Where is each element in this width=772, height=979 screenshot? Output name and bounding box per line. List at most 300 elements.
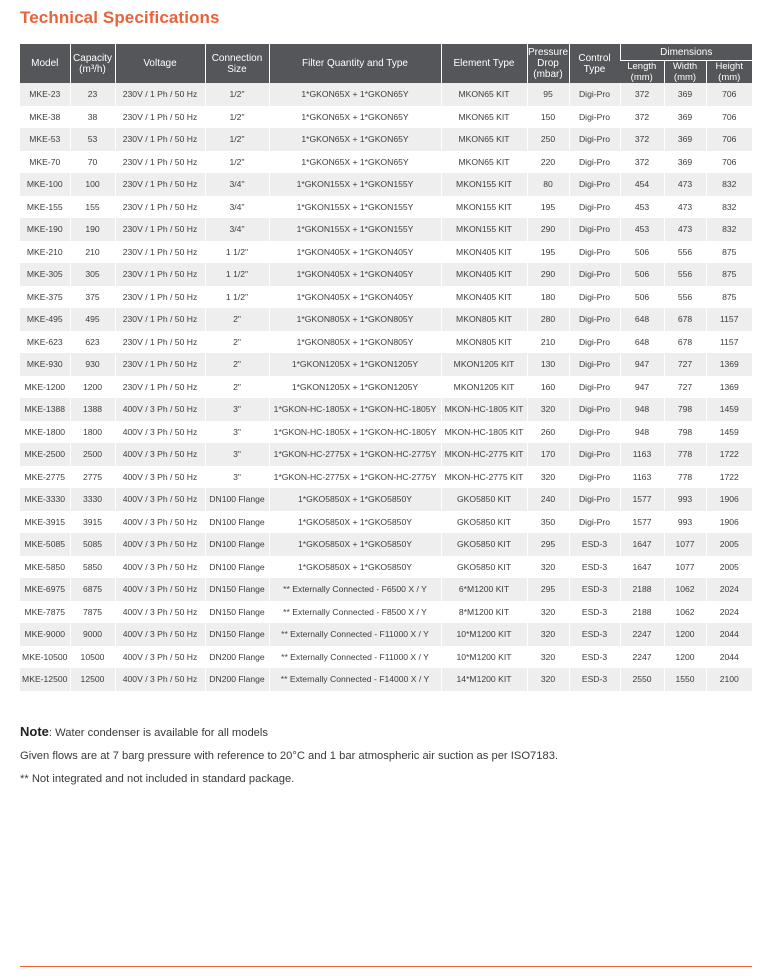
cell-height: 832 bbox=[706, 218, 752, 241]
cell-voltage: 400V / 3 Ph / 50 Hz bbox=[115, 488, 205, 511]
cell-element-type: 10*M1200 KIT bbox=[441, 646, 527, 669]
cell-pressure-drop: 220 bbox=[527, 151, 569, 174]
header-model: Model bbox=[20, 44, 70, 83]
table-row bbox=[20, 578, 752, 601]
cell-connection-size: 3" bbox=[205, 421, 269, 444]
table-row bbox=[20, 353, 752, 376]
cell-pressure-drop: 180 bbox=[527, 286, 569, 309]
cell-length: 506 bbox=[620, 263, 664, 286]
cell-connection-size: 1 1/2" bbox=[205, 263, 269, 286]
cell-voltage: 230V / 1 Ph / 50 Hz bbox=[115, 263, 205, 286]
cell-voltage: 400V / 3 Ph / 50 Hz bbox=[115, 398, 205, 421]
cell-control-type: ESD-3 bbox=[569, 646, 620, 669]
cell-model: MKE-190 bbox=[20, 218, 70, 241]
cell-length: 453 bbox=[620, 196, 664, 219]
cell-voltage: 400V / 3 Ph / 50 Hz bbox=[115, 421, 205, 444]
cell-width: 1077 bbox=[664, 556, 706, 579]
header-dimensions: Dimensions bbox=[620, 44, 752, 61]
cell-connection-size: DN100 Flange bbox=[205, 533, 269, 556]
cell-width: 369 bbox=[664, 151, 706, 174]
cell-height: 2044 bbox=[706, 646, 752, 669]
cell-filter: 1*GKON-HC-2775X + 1*GKON-HC-2775Y bbox=[269, 466, 441, 489]
cell-length: 948 bbox=[620, 421, 664, 444]
header-height: Height (mm) bbox=[706, 61, 752, 84]
cell-filter: 1*GKON65X + 1*GKON65Y bbox=[269, 106, 441, 129]
cell-capacity: 100 bbox=[70, 173, 115, 196]
cell-element-type: MKON65 KIT bbox=[441, 106, 527, 129]
cell-height: 2100 bbox=[706, 668, 752, 691]
table-row bbox=[20, 241, 752, 264]
cell-control-type: Digi-Pro bbox=[569, 353, 620, 376]
cell-height: 832 bbox=[706, 196, 752, 219]
cell-element-type: 6*M1200 KIT bbox=[441, 578, 527, 601]
cell-length: 2247 bbox=[620, 646, 664, 669]
cell-length: 372 bbox=[620, 128, 664, 151]
cell-capacity: 9000 bbox=[70, 623, 115, 646]
cell-pressure-drop: 80 bbox=[527, 173, 569, 196]
cell-control-type: ESD-3 bbox=[569, 668, 620, 691]
cell-length: 947 bbox=[620, 376, 664, 399]
cell-pressure-drop: 320 bbox=[527, 398, 569, 421]
cell-element-type: MKON-HC-2775 KIT bbox=[441, 466, 527, 489]
cell-length: 648 bbox=[620, 331, 664, 354]
cell-width: 778 bbox=[664, 466, 706, 489]
cell-element-type: 8*M1200 KIT bbox=[441, 601, 527, 624]
cell-element-type: 14*M1200 KIT bbox=[441, 668, 527, 691]
table-row bbox=[20, 196, 752, 219]
cell-pressure-drop: 320 bbox=[527, 601, 569, 624]
cell-capacity: 210 bbox=[70, 241, 115, 264]
header-filter: Filter Quantity and Type bbox=[269, 44, 441, 83]
cell-length: 506 bbox=[620, 241, 664, 264]
cell-element-type: MKON805 KIT bbox=[441, 308, 527, 331]
cell-model: MKE-100 bbox=[20, 173, 70, 196]
cell-voltage: 230V / 1 Ph / 50 Hz bbox=[115, 106, 205, 129]
cell-length: 453 bbox=[620, 218, 664, 241]
cell-control-type: Digi-Pro bbox=[569, 466, 620, 489]
cell-pressure-drop: 250 bbox=[527, 128, 569, 151]
table-row bbox=[20, 601, 752, 624]
cell-capacity: 2775 bbox=[70, 466, 115, 489]
cell-element-type: MKON405 KIT bbox=[441, 286, 527, 309]
cell-element-type: MKON405 KIT bbox=[441, 263, 527, 286]
cell-element-type: MKON805 KIT bbox=[441, 331, 527, 354]
table-row bbox=[20, 421, 752, 444]
cell-model: MKE-6975 bbox=[20, 578, 70, 601]
cell-model: MKE-5085 bbox=[20, 533, 70, 556]
cell-width: 798 bbox=[664, 421, 706, 444]
cell-element-type: MKON1205 KIT bbox=[441, 376, 527, 399]
header-capacity: Capacity (m³/h) bbox=[70, 44, 115, 83]
cell-height: 832 bbox=[706, 173, 752, 196]
cell-voltage: 230V / 1 Ph / 50 Hz bbox=[115, 128, 205, 151]
cell-element-type: MKON155 KIT bbox=[441, 173, 527, 196]
cell-model: MKE-2775 bbox=[20, 466, 70, 489]
cell-width: 1200 bbox=[664, 646, 706, 669]
cell-element-type: GKO5850 KIT bbox=[441, 533, 527, 556]
header-element-type: Element Type bbox=[441, 44, 527, 83]
cell-model: MKE-53 bbox=[20, 128, 70, 151]
cell-model: MKE-38 bbox=[20, 106, 70, 129]
cell-control-type: Digi-Pro bbox=[569, 488, 620, 511]
cell-model: MKE-70 bbox=[20, 151, 70, 174]
cell-element-type: MKON-HC-1805 KIT bbox=[441, 398, 527, 421]
cell-width: 798 bbox=[664, 398, 706, 421]
spec-table-body bbox=[20, 83, 752, 691]
cell-control-type: Digi-Pro bbox=[569, 218, 620, 241]
cell-control-type: Digi-Pro bbox=[569, 106, 620, 129]
cell-filter: 1*GKO5850X + 1*GKO5850Y bbox=[269, 511, 441, 534]
cell-voltage: 400V / 3 Ph / 50 Hz bbox=[115, 668, 205, 691]
cell-capacity: 1200 bbox=[70, 376, 115, 399]
table-row bbox=[20, 533, 752, 556]
cell-height: 1459 bbox=[706, 421, 752, 444]
cell-control-type: ESD-3 bbox=[569, 578, 620, 601]
header-control-type: Control Type bbox=[569, 44, 620, 83]
cell-pressure-drop: 170 bbox=[527, 443, 569, 466]
cell-width: 473 bbox=[664, 196, 706, 219]
page-title: Technical Specifications bbox=[20, 8, 220, 27]
cell-model: MKE-5850 bbox=[20, 556, 70, 579]
cell-length: 1647 bbox=[620, 556, 664, 579]
cell-length: 454 bbox=[620, 173, 664, 196]
cell-model: MKE-1800 bbox=[20, 421, 70, 444]
cell-model: MKE-10500 bbox=[20, 646, 70, 669]
cell-length: 1163 bbox=[620, 443, 664, 466]
cell-pressure-drop: 320 bbox=[527, 623, 569, 646]
cell-height: 875 bbox=[706, 241, 752, 264]
cell-connection-size: 3" bbox=[205, 466, 269, 489]
cell-connection-size: 3" bbox=[205, 398, 269, 421]
cell-capacity: 2500 bbox=[70, 443, 115, 466]
cell-model: MKE-3915 bbox=[20, 511, 70, 534]
notes-section bbox=[20, 720, 752, 791]
cell-filter: 1*GKON805X + 1*GKON805Y bbox=[269, 331, 441, 354]
table-row bbox=[20, 128, 752, 151]
cell-voltage: 230V / 1 Ph / 50 Hz bbox=[115, 286, 205, 309]
table-row bbox=[20, 173, 752, 196]
cell-length: 2247 bbox=[620, 623, 664, 646]
table-row bbox=[20, 668, 752, 691]
table-row bbox=[20, 106, 752, 129]
spec-table bbox=[20, 44, 752, 691]
cell-capacity: 3330 bbox=[70, 488, 115, 511]
cell-capacity: 5850 bbox=[70, 556, 115, 579]
cell-control-type: Digi-Pro bbox=[569, 443, 620, 466]
cell-element-type: MKON405 KIT bbox=[441, 241, 527, 264]
cell-filter: 1*GKON-HC-2775X + 1*GKON-HC-2775Y bbox=[269, 443, 441, 466]
cell-element-type: 10*M1200 KIT bbox=[441, 623, 527, 646]
cell-filter: 1*GKO5850X + 1*GKO5850Y bbox=[269, 556, 441, 579]
cell-voltage: 400V / 3 Ph / 50 Hz bbox=[115, 623, 205, 646]
cell-connection-size: 1/2" bbox=[205, 106, 269, 129]
cell-connection-size: DN100 Flange bbox=[205, 556, 269, 579]
cell-model: MKE-12500 bbox=[20, 668, 70, 691]
table-row bbox=[20, 331, 752, 354]
cell-width: 369 bbox=[664, 106, 706, 129]
header-pressure-drop: Pressure Drop (mbar) bbox=[527, 44, 569, 83]
cell-width: 1062 bbox=[664, 578, 706, 601]
cell-model: MKE-9000 bbox=[20, 623, 70, 646]
cell-width: 1200 bbox=[664, 623, 706, 646]
cell-element-type: GKO5850 KIT bbox=[441, 511, 527, 534]
cell-height: 2044 bbox=[706, 623, 752, 646]
cell-capacity: 1800 bbox=[70, 421, 115, 444]
cell-voltage: 400V / 3 Ph / 50 Hz bbox=[115, 556, 205, 579]
cell-pressure-drop: 95 bbox=[527, 83, 569, 106]
cell-height: 875 bbox=[706, 263, 752, 286]
cell-connection-size: DN200 Flange bbox=[205, 668, 269, 691]
header-connection-size: Connection Size bbox=[205, 44, 269, 83]
table-row bbox=[20, 443, 752, 466]
table-row bbox=[20, 308, 752, 331]
cell-voltage: 400V / 3 Ph / 50 Hz bbox=[115, 646, 205, 669]
cell-capacity: 3915 bbox=[70, 511, 115, 534]
header-length: Length (mm) bbox=[620, 61, 664, 84]
cell-pressure-drop: 240 bbox=[527, 488, 569, 511]
cell-width: 556 bbox=[664, 286, 706, 309]
cell-height: 706 bbox=[706, 128, 752, 151]
cell-filter: 1*GKON805X + 1*GKON805Y bbox=[269, 308, 441, 331]
cell-height: 1906 bbox=[706, 511, 752, 534]
cell-width: 727 bbox=[664, 376, 706, 399]
cell-connection-size: 2" bbox=[205, 353, 269, 376]
cell-length: 372 bbox=[620, 83, 664, 106]
cell-filter: 1*GKON-HC-1805X + 1*GKON-HC-1805Y bbox=[269, 421, 441, 444]
cell-length: 947 bbox=[620, 353, 664, 376]
cell-control-type: Digi-Pro bbox=[569, 151, 620, 174]
cell-length: 1647 bbox=[620, 533, 664, 556]
cell-control-type: ESD-3 bbox=[569, 556, 620, 579]
cell-height: 875 bbox=[706, 286, 752, 309]
cell-connection-size: DN200 Flange bbox=[205, 646, 269, 669]
cell-pressure-drop: 210 bbox=[527, 331, 569, 354]
note-line-3: ** Not integrated and not included in standard package. bbox=[20, 773, 295, 785]
cell-filter: ** Externally Connected - F11000 X / Y bbox=[269, 646, 441, 669]
cell-voltage: 230V / 1 Ph / 50 Hz bbox=[115, 241, 205, 264]
cell-capacity: 12500 bbox=[70, 668, 115, 691]
cell-width: 473 bbox=[664, 218, 706, 241]
cell-filter: 1*GKON1205X + 1*GKON1205Y bbox=[269, 376, 441, 399]
cell-width: 678 bbox=[664, 308, 706, 331]
cell-connection-size: 3/4" bbox=[205, 173, 269, 196]
cell-length: 372 bbox=[620, 106, 664, 129]
cell-model: MKE-3330 bbox=[20, 488, 70, 511]
table-row bbox=[20, 376, 752, 399]
cell-capacity: 10500 bbox=[70, 646, 115, 669]
cell-voltage: 400V / 3 Ph / 50 Hz bbox=[115, 578, 205, 601]
cell-connection-size: 1/2" bbox=[205, 151, 269, 174]
cell-element-type: MKON1205 KIT bbox=[441, 353, 527, 376]
cell-model: MKE-623 bbox=[20, 331, 70, 354]
cell-model: MKE-23 bbox=[20, 83, 70, 106]
cell-control-type: Digi-Pro bbox=[569, 286, 620, 309]
cell-voltage: 230V / 1 Ph / 50 Hz bbox=[115, 331, 205, 354]
cell-control-type: Digi-Pro bbox=[569, 331, 620, 354]
cell-voltage: 400V / 3 Ph / 50 Hz bbox=[115, 533, 205, 556]
cell-filter: 1*GKON65X + 1*GKON65Y bbox=[269, 151, 441, 174]
cell-control-type: Digi-Pro bbox=[569, 376, 620, 399]
cell-width: 369 bbox=[664, 128, 706, 151]
cell-connection-size: 1/2" bbox=[205, 83, 269, 106]
cell-height: 1459 bbox=[706, 398, 752, 421]
cell-control-type: Digi-Pro bbox=[569, 173, 620, 196]
cell-model: MKE-1200 bbox=[20, 376, 70, 399]
cell-capacity: 155 bbox=[70, 196, 115, 219]
cell-pressure-drop: 260 bbox=[527, 421, 569, 444]
cell-width: 1077 bbox=[664, 533, 706, 556]
cell-width: 369 bbox=[664, 83, 706, 106]
cell-connection-size: 3/4" bbox=[205, 218, 269, 241]
cell-element-type: MKON-HC-1805 KIT bbox=[441, 421, 527, 444]
cell-connection-size: 3" bbox=[205, 443, 269, 466]
cell-pressure-drop: 160 bbox=[527, 376, 569, 399]
table-row bbox=[20, 218, 752, 241]
cell-length: 2550 bbox=[620, 668, 664, 691]
cell-height: 1906 bbox=[706, 488, 752, 511]
cell-model: MKE-305 bbox=[20, 263, 70, 286]
cell-model: MKE-1388 bbox=[20, 398, 70, 421]
cell-pressure-drop: 130 bbox=[527, 353, 569, 376]
cell-height: 1157 bbox=[706, 308, 752, 331]
table-row bbox=[20, 623, 752, 646]
cell-pressure-drop: 290 bbox=[527, 263, 569, 286]
cell-length: 648 bbox=[620, 308, 664, 331]
cell-control-type: Digi-Pro bbox=[569, 263, 620, 286]
cell-capacity: 7875 bbox=[70, 601, 115, 624]
cell-element-type: MKON155 KIT bbox=[441, 196, 527, 219]
cell-width: 778 bbox=[664, 443, 706, 466]
cell-voltage: 230V / 1 Ph / 50 Hz bbox=[115, 308, 205, 331]
cell-control-type: ESD-3 bbox=[569, 601, 620, 624]
cell-voltage: 230V / 1 Ph / 50 Hz bbox=[115, 151, 205, 174]
cell-capacity: 305 bbox=[70, 263, 115, 286]
cell-filter: 1*GKON155X + 1*GKON155Y bbox=[269, 196, 441, 219]
cell-capacity: 70 bbox=[70, 151, 115, 174]
cell-height: 2024 bbox=[706, 601, 752, 624]
cell-length: 506 bbox=[620, 286, 664, 309]
cell-length: 1163 bbox=[620, 466, 664, 489]
cell-control-type: Digi-Pro bbox=[569, 196, 620, 219]
cell-length: 372 bbox=[620, 151, 664, 174]
cell-element-type: MKON65 KIT bbox=[441, 151, 527, 174]
cell-connection-size: DN100 Flange bbox=[205, 511, 269, 534]
cell-filter: 1*GKON65X + 1*GKON65Y bbox=[269, 83, 441, 106]
cell-voltage: 400V / 3 Ph / 50 Hz bbox=[115, 511, 205, 534]
cell-pressure-drop: 320 bbox=[527, 556, 569, 579]
cell-width: 993 bbox=[664, 511, 706, 534]
cell-pressure-drop: 295 bbox=[527, 533, 569, 556]
cell-filter: ** Externally Connected - F11000 X / Y bbox=[269, 623, 441, 646]
cell-control-type: ESD-3 bbox=[569, 623, 620, 646]
cell-connection-size: DN150 Flange bbox=[205, 578, 269, 601]
table-row bbox=[20, 466, 752, 489]
cell-element-type: GKO5850 KIT bbox=[441, 556, 527, 579]
table-row bbox=[20, 286, 752, 309]
cell-voltage: 230V / 1 Ph / 50 Hz bbox=[115, 196, 205, 219]
cell-voltage: 400V / 3 Ph / 50 Hz bbox=[115, 601, 205, 624]
cell-height: 1722 bbox=[706, 466, 752, 489]
cell-length: 948 bbox=[620, 398, 664, 421]
cell-filter: 1*GKON405X + 1*GKON405Y bbox=[269, 286, 441, 309]
cell-model: MKE-210 bbox=[20, 241, 70, 264]
cell-width: 1550 bbox=[664, 668, 706, 691]
note-text: : Water condenser is available for all models bbox=[48, 727, 268, 739]
cell-connection-size: DN150 Flange bbox=[205, 623, 269, 646]
cell-control-type: Digi-Pro bbox=[569, 398, 620, 421]
cell-connection-size: DN150 Flange bbox=[205, 601, 269, 624]
cell-capacity: 375 bbox=[70, 286, 115, 309]
cell-pressure-drop: 295 bbox=[527, 578, 569, 601]
cell-element-type: MKON65 KIT bbox=[441, 128, 527, 151]
cell-model: MKE-495 bbox=[20, 308, 70, 331]
cell-height: 2005 bbox=[706, 556, 752, 579]
cell-height: 1369 bbox=[706, 353, 752, 376]
cell-voltage: 400V / 3 Ph / 50 Hz bbox=[115, 443, 205, 466]
cell-capacity: 623 bbox=[70, 331, 115, 354]
cell-capacity: 1388 bbox=[70, 398, 115, 421]
cell-pressure-drop: 290 bbox=[527, 218, 569, 241]
cell-voltage: 230V / 1 Ph / 50 Hz bbox=[115, 173, 205, 196]
cell-capacity: 495 bbox=[70, 308, 115, 331]
cell-height: 1369 bbox=[706, 376, 752, 399]
table-row bbox=[20, 398, 752, 421]
cell-control-type: Digi-Pro bbox=[569, 421, 620, 444]
table-row bbox=[20, 488, 752, 511]
cell-filter: 1*GKON155X + 1*GKON155Y bbox=[269, 218, 441, 241]
cell-width: 993 bbox=[664, 488, 706, 511]
note-line-1 bbox=[20, 720, 752, 745]
footer-divider bbox=[20, 966, 752, 967]
cell-width: 1062 bbox=[664, 601, 706, 624]
cell-pressure-drop: 320 bbox=[527, 668, 569, 691]
cell-model: MKE-375 bbox=[20, 286, 70, 309]
cell-height: 2024 bbox=[706, 578, 752, 601]
table-row bbox=[20, 263, 752, 286]
cell-pressure-drop: 320 bbox=[527, 646, 569, 669]
table-row bbox=[20, 511, 752, 534]
cell-capacity: 38 bbox=[70, 106, 115, 129]
cell-control-type: Digi-Pro bbox=[569, 128, 620, 151]
cell-pressure-drop: 350 bbox=[527, 511, 569, 534]
cell-filter: ** Externally Connected - F8500 X / Y bbox=[269, 601, 441, 624]
cell-connection-size: 1 1/2" bbox=[205, 286, 269, 309]
cell-model: MKE-7875 bbox=[20, 601, 70, 624]
cell-voltage: 230V / 1 Ph / 50 Hz bbox=[115, 353, 205, 376]
cell-connection-size: DN100 Flange bbox=[205, 488, 269, 511]
cell-filter: 1*GKON65X + 1*GKON65Y bbox=[269, 128, 441, 151]
cell-filter: 1*GKO5850X + 1*GKO5850Y bbox=[269, 533, 441, 556]
cell-control-type: ESD-3 bbox=[569, 533, 620, 556]
cell-voltage: 230V / 1 Ph / 50 Hz bbox=[115, 376, 205, 399]
cell-voltage: 230V / 1 Ph / 50 Hz bbox=[115, 218, 205, 241]
table-row bbox=[20, 556, 752, 579]
cell-control-type: Digi-Pro bbox=[569, 308, 620, 331]
cell-width: 473 bbox=[664, 173, 706, 196]
cell-width: 727 bbox=[664, 353, 706, 376]
cell-model: MKE-155 bbox=[20, 196, 70, 219]
cell-connection-size: 2" bbox=[205, 308, 269, 331]
cell-control-type: Digi-Pro bbox=[569, 241, 620, 264]
cell-filter: ** Externally Connected - F14000 X / Y bbox=[269, 668, 441, 691]
note-line-2: Given flows are at 7 barg pressure with reference to 20°C and 1 bar atmospheric air suction as per ISO7183. bbox=[20, 750, 559, 762]
cell-filter: 1*GKON405X + 1*GKON405Y bbox=[269, 241, 441, 264]
cell-element-type: MKON155 KIT bbox=[441, 218, 527, 241]
cell-length: 2188 bbox=[620, 578, 664, 601]
cell-height: 2005 bbox=[706, 533, 752, 556]
table-row bbox=[20, 151, 752, 174]
table-row bbox=[20, 83, 752, 106]
